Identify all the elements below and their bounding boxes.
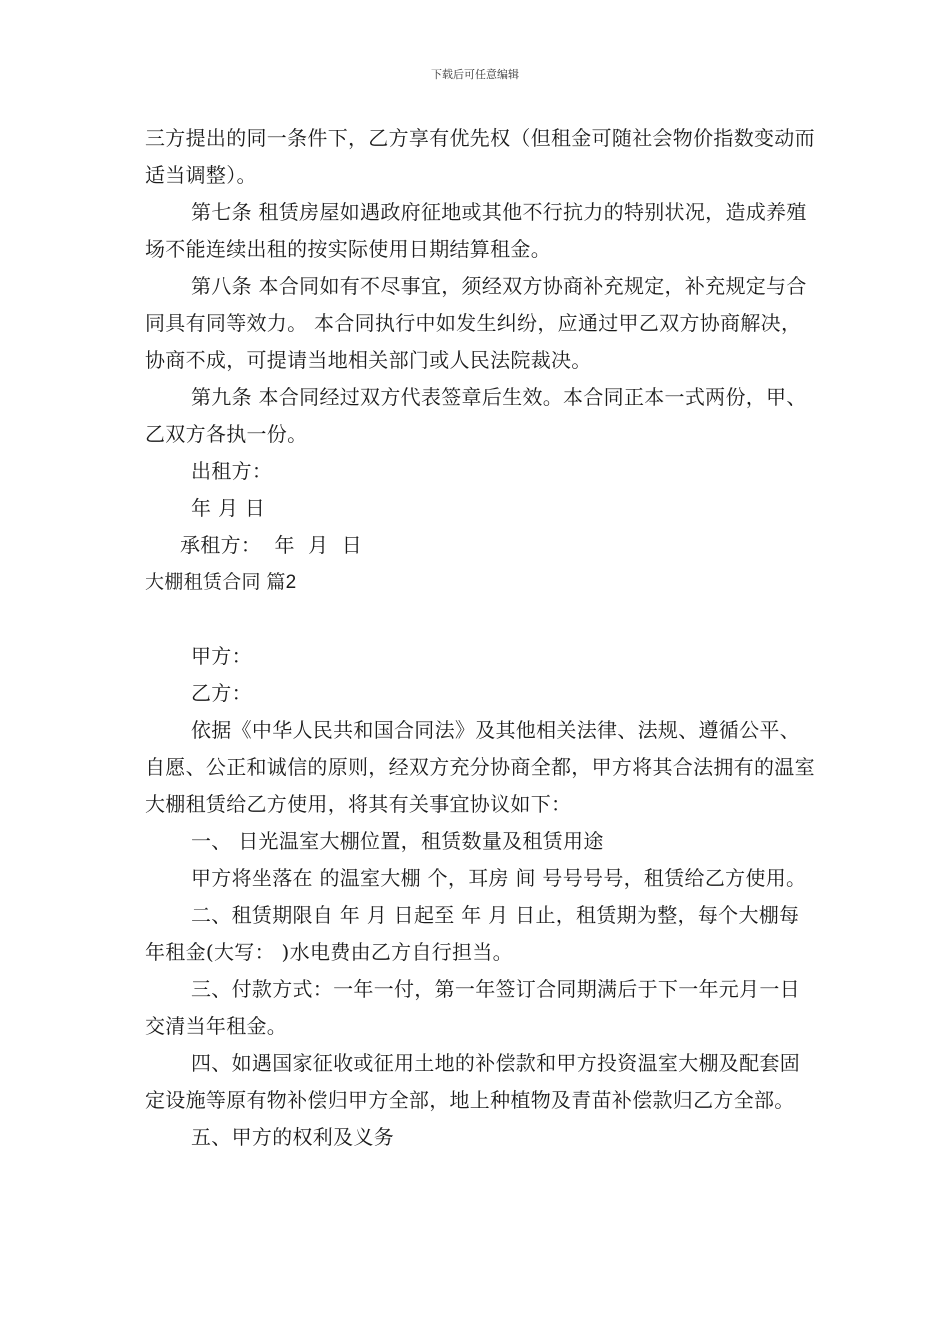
paragraph-basis: 依据《中华人民共和国合同法》及其他相关法律、法规、遵循公平、自愿、公正和诚信的原则，经双方充分协商全都，甲方将其合法拥有的温室大棚租赁给乙方使用，将其有关事宜协议如下： [145,718,815,816]
section-title-contract-2: 大棚租赁合同 篇2 [145,572,297,593]
lessee-signature-line: 承租方： 年 月 日 [180,533,363,557]
clause-4-compensation: 四、如遇国家征收或征用土地的补偿款和甲方投资温室大棚及配套固定设施等原有物补偿归甲方全部，地上种植物及青苗补偿款归乙方全部。 [145,1051,800,1112]
blank-spacer [145,601,815,638]
document-body [145,120,815,1156]
clause-1-title: 一、 日光温室大棚位置，租赁数量及租赁用途 [191,829,604,853]
paragraph-article-8: 第八条 本合同如有不尽事宜，须经双方协商补充规定，补充规定与合同具有同等效力。 本合同执行中如发生纠纷，应通过甲乙双方协商解决，协商不成，可提请当地相关部门或人民法院裁决。 [145,274,807,372]
paragraph-article-9: 第九条 本合同经过双方代表签章后生效。本合同正本一式两份，甲、乙双方各执一份。 [145,385,807,446]
clause-2-lease-term: 二、租赁期限自 年 月 日起至 年 月 日止，租赁期为整，每个大棚每年租金(大写： )水电费由乙方自行担当。 [145,903,800,964]
clause-3-payment: 三、付款方式：一年一付，第一年签订合同期满后于下一年元月一日交清当年租金。 [145,977,800,1038]
lessor-signature-label: 出租方： [191,459,273,483]
paragraph-article-7: 第七条 租赁房屋如遇政府征地或其他不行抗力的特别状况，造成养殖场不能连续出租的按实际使用日期结算租金。 [145,200,807,261]
clause-5-title: 五、甲方的权利及义务 [191,1125,394,1149]
page-header-note: 下载后可任意编辑 [431,68,519,81]
paragraph-priority-right: 三方提出的同一条件下，乙方享有优先权（但租金可随社会物价指数变动而适当调整）。 [145,126,815,187]
clause-1-body: 甲方将坐落在 的温室大棚 个，耳房 间 号号号号，租赁给乙方使用。 [191,866,807,890]
lessor-date: 年 月 日 [191,496,266,520]
party-a-label: 甲方： [191,644,252,668]
party-b-label: 乙方： [191,681,252,705]
